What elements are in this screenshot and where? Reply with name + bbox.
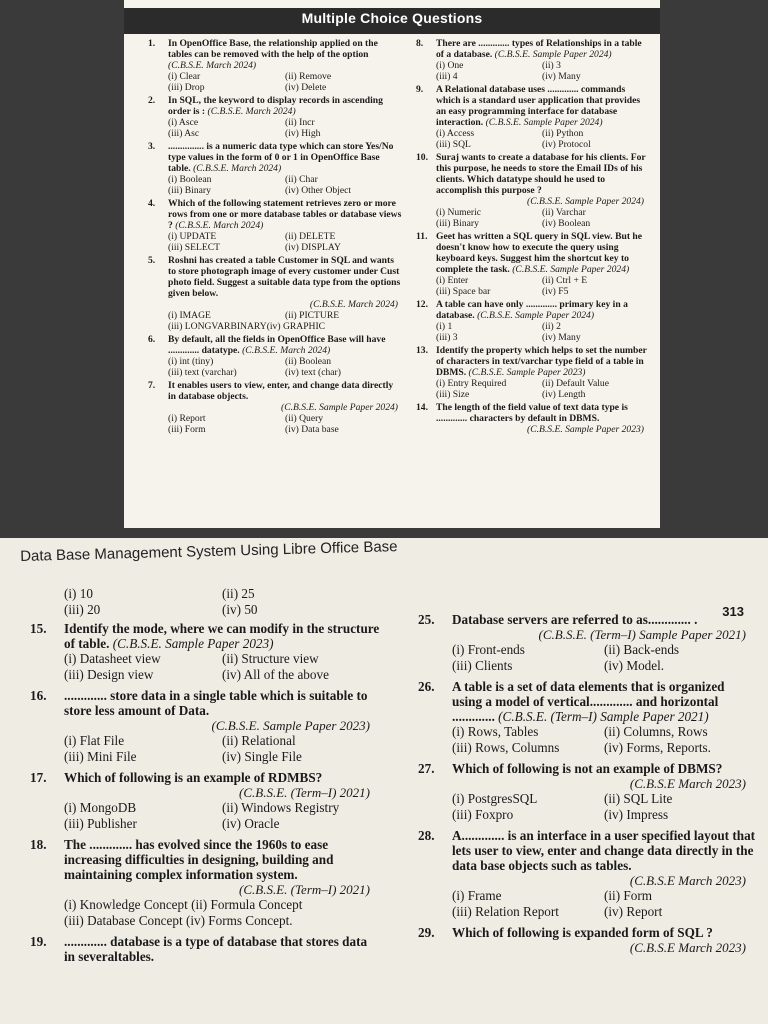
answer-option: (iv) Impress [604, 806, 669, 822]
question-source: (C.B.S.E. Sample Paper 2023) [112, 636, 274, 651]
question-text: Which of following is an example of RDMBS? [64, 770, 323, 785]
top-page [124, 0, 660, 528]
question-text: It enables users to view, enter, and change data directly in database objects. [168, 380, 394, 402]
question-source: (C.B.S.E. Sample Paper 2024) [281, 402, 398, 413]
question-27 [418, 761, 756, 822]
answer-options [30, 651, 380, 682]
answer-option: (iii) Drop [168, 82, 205, 93]
question-18 [30, 837, 380, 928]
question-text: Suraj wants to create a database for his clients. For this purpose, he needs to store the Email IDs of his clients. Which datatype should he used to accomplish this purpose ? [436, 152, 646, 196]
question-source: (C.B.S.E. Sample Paper 2023) [211, 718, 370, 733]
answer-option: (ii) Char [285, 174, 318, 185]
question-text: Which of the following statement retrieves zero or more rows from one or more database tables or database views ? [168, 198, 402, 231]
answer-option: (iv) Protocol [542, 139, 591, 150]
question-stem [416, 84, 648, 128]
question-source: (C.B.S.E. March 2024) [168, 60, 257, 71]
question-number: 26. [418, 679, 435, 694]
question-6 [148, 334, 402, 378]
question-text: In SQL, the keyword to display records in ascending order is : [168, 95, 383, 117]
answer-options [418, 642, 756, 673]
section-title: Multiple Choice Questions [301, 10, 483, 26]
top-left-column [148, 38, 402, 437]
answer-option: (ii) 3 [542, 60, 561, 71]
answer-option: (i) Entry Required [436, 378, 507, 389]
answer-options [148, 310, 402, 332]
question-stem [30, 621, 380, 651]
question-stem [416, 231, 648, 275]
answer-option: (iii) Mini File [64, 748, 137, 764]
answer-option: (i) 1 [436, 321, 453, 332]
answer-option: (ii) PICTURE [285, 310, 340, 321]
answer-option: (ii) Structure view [222, 651, 319, 666]
answer-option: (ii) Form [604, 888, 652, 903]
question-stem [418, 761, 756, 776]
question-number: 17. [30, 770, 47, 785]
answer-option: (i) Knowledge Concept (ii) Formula Concept [64, 897, 303, 912]
question-1 [148, 38, 402, 93]
question-number: 5. [148, 255, 156, 266]
question-number: 9. [416, 84, 424, 95]
question-source: (C.B.S.E. Sample Paper 2024) [477, 310, 595, 321]
question-28 [418, 828, 756, 919]
question-source: (C.B.S.E. Sample Paper 2024) [527, 196, 644, 207]
question-stem [148, 141, 402, 174]
answer-option: (ii) Relational [222, 733, 296, 748]
answer-option: (iii) Binary [168, 185, 211, 196]
question-number: 12. [416, 299, 428, 310]
answer-options [30, 897, 380, 928]
answer-option: (iii) text (varchar) [168, 367, 237, 378]
question-text: The length of the field value of text data type is ............. characters by default in DBMS. [436, 402, 628, 424]
answer-option: (iii) Design view [64, 666, 154, 682]
answer-options [418, 724, 756, 755]
answer-option: (ii) Incr [285, 117, 315, 128]
question-15 [30, 621, 380, 682]
answer-option: (iv) text (char) [285, 367, 341, 378]
answer-option: (i) IMAGE [168, 310, 211, 321]
answer-option: (iv) Other Object [285, 185, 352, 196]
question-text: In OpenOffice Base, the relationship applied on the tables can be removed with the help of the option [168, 38, 378, 60]
question-stem [418, 612, 756, 627]
answer-options [416, 275, 648, 297]
answer-option: (iii) Clients [452, 657, 513, 673]
answer-option: (iii) Rows, Columns [452, 739, 560, 755]
question-11 [416, 231, 648, 297]
question-19 [30, 934, 380, 964]
question-source: (C.B.S.E. Sample Paper 2023) [527, 424, 644, 435]
answer-options [416, 207, 648, 229]
question-text: Identify the mode, where we can modify in the structure of table. [64, 621, 380, 651]
answer-option: (ii) Python [542, 128, 584, 139]
answer-option: (iv) F5 [542, 286, 569, 297]
answer-option: (iv) Boolean [542, 218, 591, 229]
question-stem [416, 402, 648, 424]
question-stem [148, 380, 402, 402]
top-right-column [416, 38, 648, 437]
question-number: 28. [418, 828, 435, 843]
answer-option: (iii) SELECT [168, 242, 220, 253]
answer-option: (iii) Foxpro [452, 806, 514, 822]
question-source: (C.B.S.E March 2023) [629, 940, 746, 955]
question-text: ............. database is a type of database that stores data in severaltables. [64, 934, 368, 964]
question-number: 18. [30, 837, 47, 852]
answer-option: (iii) Size [436, 389, 470, 400]
question-source: (C.B.S.E March 2023) [629, 873, 746, 888]
answer-options [418, 791, 756, 822]
question-stem [418, 679, 756, 724]
answer-option: (iv) Report [604, 903, 663, 919]
question-stem [148, 38, 402, 71]
question-text: A table is a set of data elements that is organized using a model of vertical............. and horizontal ............. [452, 679, 725, 724]
question-number: 19. [30, 934, 47, 949]
question-number: 8. [416, 38, 424, 49]
question-source: (C.B.S.E. Sample Paper 2023) [468, 367, 586, 378]
question-stem [148, 255, 402, 299]
question-stem [418, 828, 756, 873]
question-text: By default, all the fields in OpenOffice Base will have ............. datatype. [168, 334, 386, 356]
question-text: ............. store data in a single table which is suitable to store less amount of Data. [64, 688, 368, 718]
bottom-page [0, 538, 768, 1024]
carryover-options [30, 586, 380, 617]
bottom-right-column [418, 612, 756, 961]
question-number: 2. [148, 95, 156, 106]
answer-option: (iv) Many [542, 332, 581, 343]
answer-option: (iii) Form [168, 424, 206, 435]
answer-options [148, 413, 402, 435]
answer-option: (iii) Space bar [436, 286, 491, 297]
answer-option: (iv) 50 [222, 601, 258, 617]
question-text: A............. is an interface in a user specified layout that lets user to view, enter and change data directly in the data base objects such as tables. [452, 828, 756, 873]
answer-option: (ii) 25 [222, 586, 255, 601]
answer-option: (ii) Columns, Rows [604, 724, 708, 739]
answer-options [148, 117, 402, 139]
answer-option: (iii) Binary [436, 218, 479, 229]
answer-options [416, 60, 648, 82]
question-source: (C.B.S.E. (Term–I) 2021) [239, 882, 370, 897]
answer-option: (i) PostgresSQL [452, 791, 538, 806]
page-number: 313 [722, 604, 744, 619]
question-number: 10. [416, 152, 428, 163]
question-26 [418, 679, 756, 755]
answer-option: (i) Flat File [64, 733, 125, 748]
question-number: 13. [416, 345, 428, 356]
answer-option: (i) Clear [168, 71, 201, 82]
question-10 [416, 152, 648, 229]
answer-options [416, 128, 648, 150]
answer-option: (iv) Many [542, 71, 581, 82]
question-text: A Relational database uses ............. commands which is a standard user application that provides an easy programming interface for database interaction. [436, 84, 641, 128]
answer-option: (iv) Single File [222, 748, 302, 764]
question-number: 7. [148, 380, 156, 391]
question-2 [148, 95, 402, 139]
answer-option: (i) Boolean [168, 174, 212, 185]
question-stem [148, 198, 402, 231]
question-source: (C.B.S.E. March 2024) [175, 220, 264, 231]
question-text: ............... is a numeric data type which can store Yes/No type values in the form of 0 or 1 in OpenOffice Base table. [168, 141, 394, 174]
question-source: (C.B.S.E. Sample Paper 2024) [485, 117, 603, 128]
question-12 [416, 299, 648, 343]
answer-option: (ii) Varchar [542, 207, 586, 218]
question-9 [416, 84, 648, 150]
answer-option: (i) Access [436, 128, 475, 139]
answer-option: (iv) All of the above [222, 666, 329, 682]
answer-option: (i) Report [168, 413, 206, 424]
answer-options [148, 356, 402, 378]
answer-option: (i) Enter [436, 275, 469, 286]
answer-option: (iv) Forms, Reports. [604, 739, 711, 755]
answer-option: (ii) 2 [542, 321, 561, 332]
question-number: 29. [418, 925, 435, 940]
question-text: A table can have only ............. primary key in a database. [436, 299, 628, 321]
answer-option: (ii) SQL Lite [604, 791, 673, 806]
question-number: 1. [148, 38, 156, 49]
answer-option: (ii) Ctrl + E [542, 275, 588, 286]
answer-option: (i) Datasheet view [64, 651, 161, 666]
answer-option: (i) int (tiny) [168, 356, 214, 367]
question-source: (C.B.S.E. March 2024) [242, 345, 331, 356]
question-number: 15. [30, 621, 47, 636]
question-17 [30, 770, 380, 831]
answer-option: (i) Numeric [436, 207, 482, 218]
question-stem [416, 152, 648, 196]
question-5 [148, 255, 402, 332]
answer-option: (i) Rows, Tables [452, 724, 539, 739]
answer-option: (ii) Windows Registry [222, 800, 340, 815]
question-14 [416, 402, 648, 435]
question-source: (C.B.S.E. (Term–I) Sample Paper 2021) [498, 709, 709, 724]
answer-option: (iii) Asc [168, 128, 200, 139]
question-stem [416, 38, 648, 60]
question-source: (C.B.S.E. (Term–I) Sample Paper 2021) [538, 627, 746, 642]
answer-option: (i) UPDATE [168, 231, 217, 242]
answer-option: (i) Frame [452, 888, 502, 903]
answer-option: (iv) Oracle [222, 815, 280, 831]
answer-option: (iv) High [285, 128, 321, 139]
question-source: (C.B.S.E. Sample Paper 2024) [512, 264, 630, 275]
answer-option: (ii) DELETE [285, 231, 336, 242]
question-source: (C.B.S.E. March 2024) [193, 163, 282, 174]
answer-option: (ii) Query [285, 413, 324, 424]
question-text: Which of following is not an example of DBMS? [452, 761, 723, 776]
question-13 [416, 345, 648, 400]
question-16 [30, 688, 380, 764]
answer-option: (iii) 20 [64, 601, 101, 617]
answer-option: (ii) Boolean [285, 356, 332, 367]
answer-option: (ii) Default Value [542, 378, 609, 389]
answer-option: (iii) 3 [436, 332, 458, 343]
answer-options [416, 378, 648, 400]
answer-options [30, 800, 380, 831]
question-source: (C.B.S.E. (Term–I) 2021) [239, 785, 370, 800]
question-stem [30, 770, 380, 785]
question-source: (C.B.S.E. March 2024) [309, 299, 398, 310]
answer-option: (i) Front-ends [452, 642, 525, 657]
question-stem [30, 934, 380, 964]
running-head: Data Base Management System Using Libre Office Base [20, 538, 398, 565]
question-number: 14. [416, 402, 428, 413]
answer-option: (iii) Database Concept (iv) Forms Concept. [64, 912, 293, 928]
question-text: Which of following is expanded form of SQL ? [452, 925, 713, 940]
question-number: 11. [416, 231, 428, 242]
question-text: There are ............. types of Relationships in a table of a database. [436, 38, 642, 60]
question-text: Roshni has created a table Customer in SQL and wants to store photograph image of every customer under Cust photo field. Suggest a suitable data type from the options given below. [168, 255, 401, 299]
answer-options [148, 231, 402, 253]
answer-option: (i) Asce [168, 117, 199, 128]
answer-options [30, 733, 380, 764]
question-number: 4. [148, 198, 156, 209]
question-number: 3. [148, 141, 156, 152]
answer-option: (iii) 4 [436, 71, 458, 82]
answer-options [416, 321, 648, 343]
question-number: 27. [418, 761, 435, 776]
answer-option: (iv) Length [542, 389, 586, 400]
question-text: The ............. has evolved since the 1960s to ease increasing difficulties in designing, building and maintaining complex information system. [64, 837, 334, 882]
answer-option: (iii) Publisher [64, 815, 137, 831]
answer-option: (iv) Delete [285, 82, 327, 93]
question-8 [416, 38, 648, 82]
question-stem [148, 334, 402, 356]
answer-option: (i) MongoDB [64, 800, 137, 815]
question-text: Identify the property which helps to set the number of characters in text/varchar type field of a table in DBMS. [436, 345, 647, 378]
answer-option: (ii) Remove [285, 71, 332, 82]
question-7 [148, 380, 402, 435]
question-source: (C.B.S.E. March 2024) [207, 106, 296, 117]
question-source: (C.B.S.E. Sample Paper 2024) [494, 49, 612, 60]
question-29 [418, 925, 756, 955]
question-25 [418, 612, 756, 673]
answer-option: (iv) Model. [604, 657, 665, 673]
question-text: Database servers are referred to as............. . [452, 612, 698, 627]
answer-option: (iii) SQL [436, 139, 471, 150]
answer-option: (iii) LONGVARBINARY(iv) GRAPHIC [168, 321, 326, 332]
question-4 [148, 198, 402, 253]
question-stem [416, 345, 648, 378]
answer-option: (iv) Data base [285, 424, 339, 435]
question-stem [416, 299, 648, 321]
answer-option: (iii) Relation Report [452, 903, 559, 919]
question-number: 6. [148, 334, 156, 345]
question-stem [418, 925, 756, 940]
answer-option: (ii) Back-ends [604, 642, 680, 657]
question-stem [30, 688, 380, 718]
question-3 [148, 141, 402, 196]
question-stem [148, 95, 402, 117]
answer-option: (i) One [436, 60, 464, 71]
question-source: (C.B.S.E March 2023) [629, 776, 746, 791]
bottom-left-column [30, 586, 380, 970]
question-stem [30, 837, 380, 882]
answer-options [148, 174, 402, 196]
answer-option: (iv) DISPLAY [285, 242, 341, 253]
answer-options [418, 888, 756, 919]
answer-options [148, 71, 402, 93]
question-number: 16. [30, 688, 47, 703]
question-number: 25. [418, 612, 435, 627]
answer-option: (i) 10 [64, 586, 93, 601]
question-text: Geet has written a SQL query in SQL view. But he doesn't know how to execute the query using keyboard keys. Suggest him the shortcut key to complete the task. [436, 231, 643, 275]
